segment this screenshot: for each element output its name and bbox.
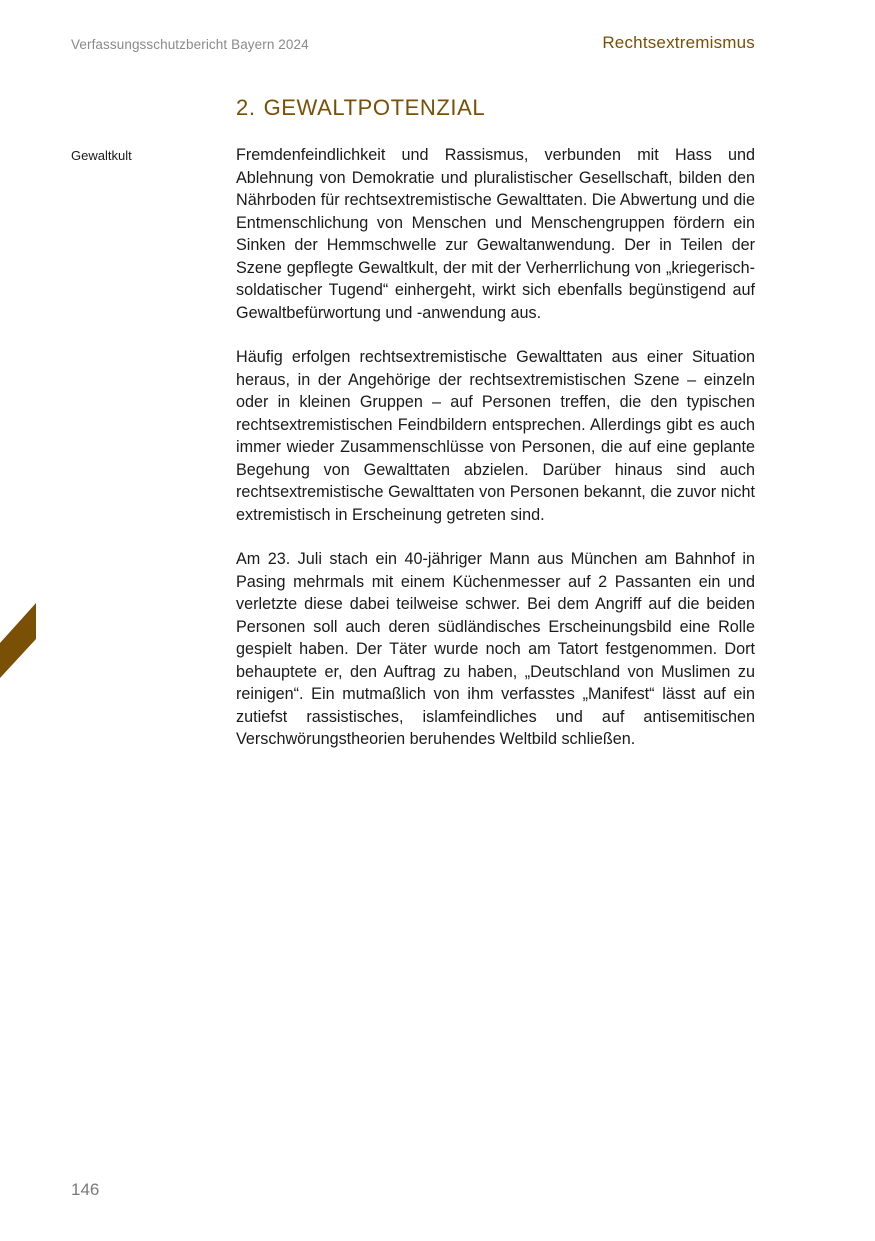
paragraph: Am 23. Juli stach ein 40-jähriger Mann aus München am Bahnhof in Pasing mehrmals mit einem Küchenmesser auf 2 Passanten ein und verletzte diese dabei teilweise schwer. Bei dem Angriff auf die beiden Personen soll auch deren südländisches Erscheinungsbild eine Rolle gespielt haben. Der Täter wurde noch am Tatort festgenommen. Dort behauptete er, den Auftrag zu haben, „Deutschland von Muslimen zu reinigen“. Ein mutmaßlich von ihm verfasstes „Manifest“ lässt auf ein zutiefst rassistisches, islamfeindliches und auf antisemitischen Verschwörungstheorien beruhendes Weltbild schließen. bbox=[236, 550, 755, 748]
body-text bbox=[236, 144, 755, 773]
margin-note: Gewaltkult bbox=[71, 148, 132, 163]
section-number: 2. bbox=[236, 95, 256, 120]
publication-title: Verfassungsschutzbericht Bayern 2024 bbox=[71, 37, 309, 52]
page-number: 146 bbox=[71, 1180, 100, 1199]
paragraph: Fremdenfeindlichkeit und Rassismus, verbunden mit Hass und Ablehnung von Demokratie und pluralistischer Gesellschaft, bilden den Nährboden für rechtsextremistische Gewalttaten. Die Abwertung und die Entmenschlichung von Menschen und Menschengruppen fördern ein Sinken der Hemmschwelle zur Gewaltanwendung. Der in Teilen der Szene gepflegte Gewaltkult, der mit der Verherrlichung von „kriegerisch-soldatischer Tugend“ einhergeht, wirkt sich ebenfalls begünstigend auf Gewaltbefürwortung und -anwendung aus. bbox=[236, 146, 755, 322]
chapter-tab-marker bbox=[0, 603, 36, 678]
section-heading bbox=[236, 95, 485, 121]
paragraph: Häufig erfolgen rechtsextremistische Gewalttaten aus einer Situation heraus, in der Angehörige der rechtsextremistischen Szene – einzeln oder in kleinen Gruppen – auf Personen treffen, die den typischen rechtsextremistischen Feindbildern entsprechen. Allerdings gibt es auch immer wieder Zusammenschlüsse von Personen, die auf eine geplante Begehung von Gewalttaten abzielen. Darüber hinaus sind auch rechtsextremistische Gewalttaten von Personen bekannt, die zuvor nicht extremistisch in Erscheinung getreten sind. bbox=[236, 348, 755, 524]
section-title-text: GEWALTPOTENZIAL bbox=[263, 95, 486, 120]
chapter-title: Rechtsextremismus bbox=[602, 33, 755, 52]
